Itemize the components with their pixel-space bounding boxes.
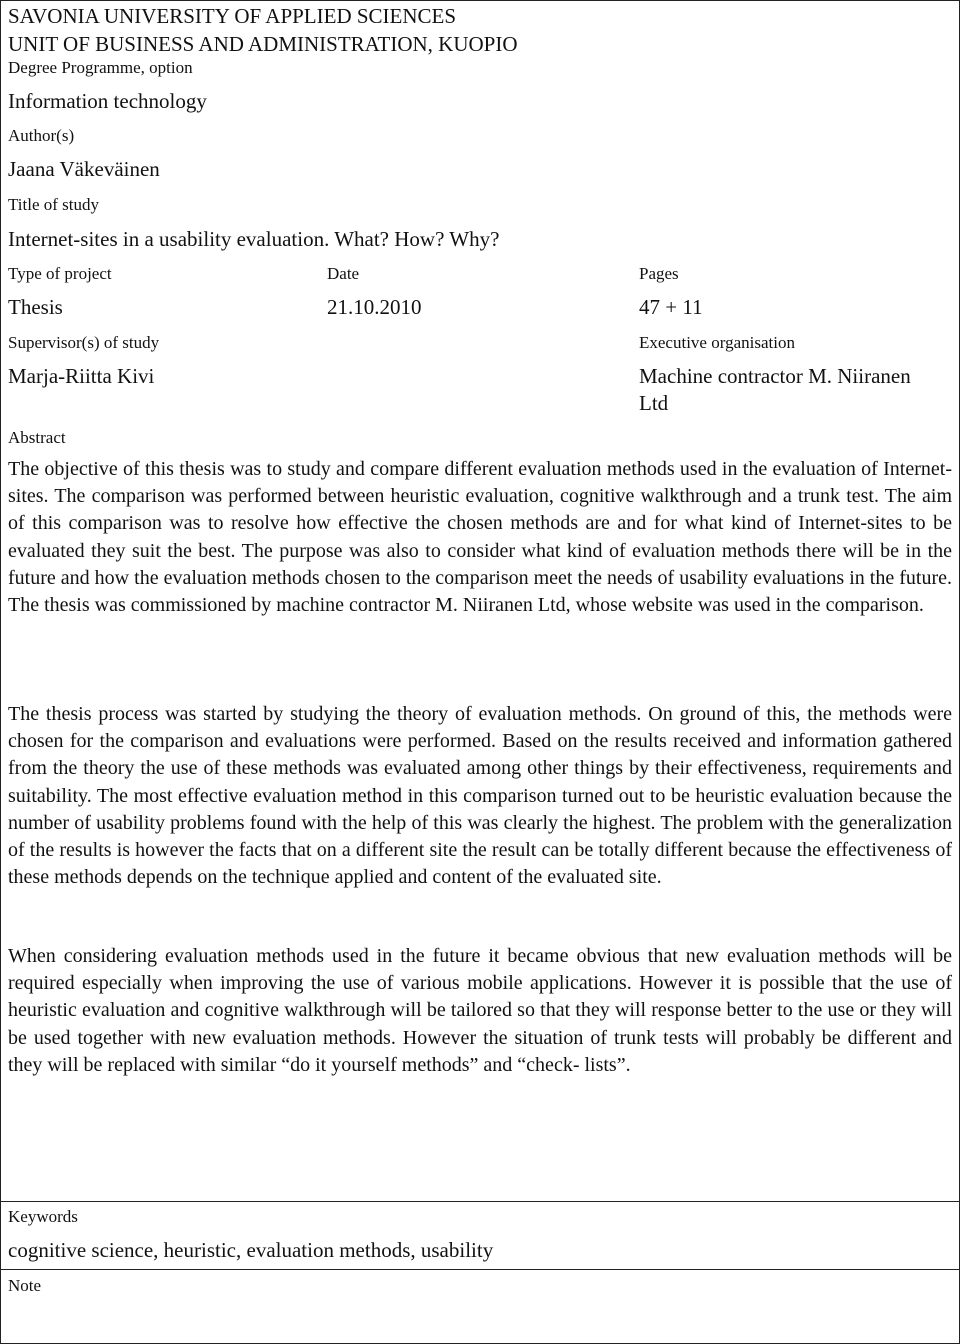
- org-value-line2: Ltd: [639, 391, 669, 415]
- type-value: Thesis: [8, 295, 63, 319]
- pages-label: Pages: [639, 264, 679, 283]
- note-label: Note: [8, 1276, 42, 1295]
- keywords-value: cognitive science, heuristic, evaluation methods, usability: [8, 1238, 494, 1262]
- type-label: Type of project: [8, 264, 112, 283]
- programme-label: Degree Programme, option: [8, 58, 193, 77]
- pages-value: 47 + 11: [639, 295, 703, 319]
- author-value: Jaana Väkeväinen: [8, 157, 160, 181]
- title-value: Internet-sites in a usability evaluation. What? How? Why?: [8, 227, 500, 251]
- abstract-paragraph-1: The objective of this thesis was to study and compare different evaluation methods used in the evaluation of Internet-sites. The comparison was performed between heuristic evaluation, cognitive walkthrough and a trunk test. The aim of this comparison was to resolve how effective the chosen methods are and for what kind of Internet-sites to be evaluated they suit the best. The purpose was also to consider what kind of evaluation methods there will be in the future and how the evaluation methods chosen to the comparison meet the needs of usability evaluations in the future. The thesis was commissioned by machine contractor M. Niiranen Ltd, whose website was used in the comparison.: [8, 458, 952, 617]
- keywords-label: Keywords: [8, 1207, 78, 1226]
- unit-name: UNIT OF BUSINESS AND ADMINISTRATION, KUOPIO: [8, 32, 518, 56]
- supervisor-label: Supervisor(s) of study: [8, 333, 160, 352]
- date-value: 21.10.2010: [327, 295, 422, 319]
- keywords-divider: [0, 1201, 960, 1202]
- note-divider: [0, 1269, 960, 1270]
- author-label: Author(s): [8, 126, 75, 145]
- date-label: Date: [327, 264, 360, 283]
- supervisor-value: Marja-Riitta Kivi: [8, 364, 155, 388]
- programme-value: Information technology: [8, 89, 207, 113]
- title-label: Title of study: [8, 195, 100, 214]
- abstract-paragraph-3: When considering evaluation methods used in the future it became obvious that new evaluation methods will be required especially when improving the use of various mobile applications. However it is possible that the use of heuristic evaluation and cognitive walkthrough will be tailored so that they will response better to the use or they will be used together with new evaluation methods. However the situation of trunk tests will probably be different and they will be replaced with similar “do it yourself methods” and “check- lists”.: [8, 945, 952, 1076]
- abstract-paragraph-2: The thesis process was started by studying the theory of evaluation methods. On ground of this, the methods were chosen for the comparison and evaluations were performed. Based on the results received and information gathered from the theory the use of these methods was evaluated among other things by their effectiveness, requirements and suitability. The most effective evaluation method in this comparison turned out to be heuristic evaluation because the number of usability problems found with the help of this was clearly the highest. The problem with the generalization of the results is however the facts that on a different site the result can be totally different because the effectiveness of these methods depends on the technique applied and content of the evaluated site.: [8, 703, 952, 889]
- university-name: SAVONIA UNIVERSITY OF APPLIED SCIENCES: [8, 4, 457, 28]
- org-label: Executive organisation: [639, 333, 795, 352]
- org-value-line1: Machine contractor M. Niiranen: [639, 364, 911, 388]
- abstract-label: Abstract: [8, 428, 66, 447]
